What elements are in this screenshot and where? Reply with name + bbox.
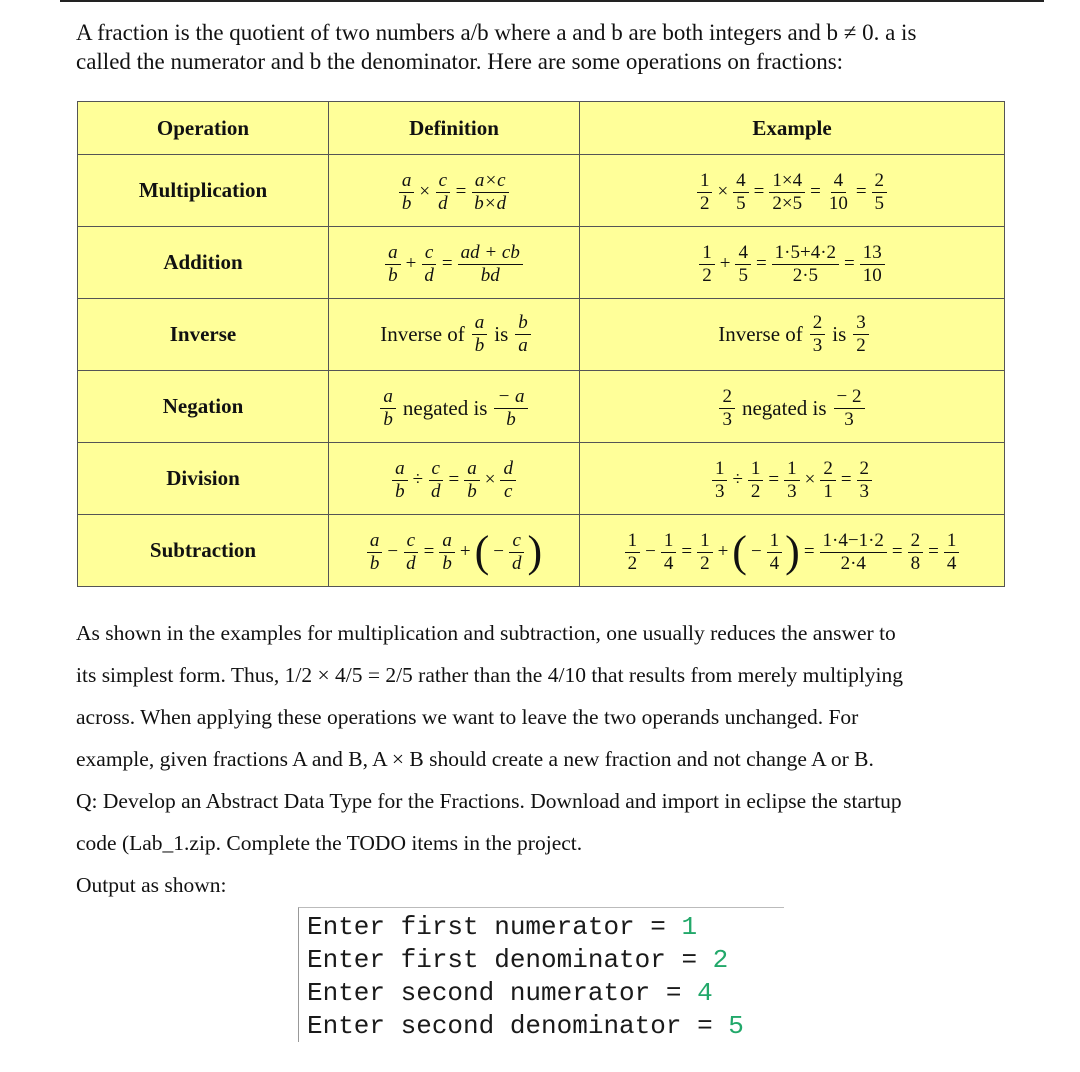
inverse-example-text: Inverse of [718, 322, 803, 346]
operations-table [77, 101, 1005, 587]
inverse-def-text: Inverse of [380, 322, 465, 346]
definition-formula: Inverse of a b is b a [329, 299, 580, 371]
paragraph-line: code (Lab_1.zip. Complete the TODO items in the project. [76, 831, 583, 855]
paragraph-line: Output as shown: [76, 873, 227, 897]
example-formula: 1 2 + $\frac{4}{5}$ = $\frac{1\cdot 5+4\cdot 2}{2\cdot 5}$ = $\frac{13}{10}$ [580, 227, 1005, 299]
definition-formula: a b − $\frac{c}{d}$ = $\frac{a}{b}$ + ( − $\frac{c}{d}$ ) [329, 515, 580, 587]
operation-name: Negation [78, 371, 329, 443]
console-prompt: Enter first numerator [307, 912, 635, 942]
console-prompt: Enter second denominator [307, 1011, 682, 1041]
example-formula: 2 3 negated is − 2 3 [580, 371, 1005, 443]
table-row-multiplication [78, 155, 1005, 227]
definition-formula: a b + $\frac{c}{d}$ = $\frac{ad + cb}{bd}$ [329, 227, 580, 299]
paragraph-line: across. When applying these operations we want to leave the two operands unchanged. For [76, 705, 859, 729]
intro-text [76, 18, 1016, 76]
example-formula: $\frac{1}{2}$ × $\frac{4}{5}$ = $\frac{1\times 4}{2\times 5}$ = $\frac{4}{10}$ = $\frac{2}{5}$ [580, 155, 1005, 227]
console-line: Enter first numerator = 1 [307, 912, 698, 942]
intro-line: called the numerator and b the denominator. Here are some operations on fractions: [76, 49, 844, 74]
paragraph-line: As shown in the examples for multiplication and subtraction, one usually reduces the answer to [76, 621, 896, 645]
example-formula: 1 2 − $\frac{1}{4}$ = $\frac{1}{2}$ + ( − $\frac{1}{4}$ ) = $\frac{1\cdot 4-1\cdot 2}{2\cdot 4}$ = $\frac{2}{8}$ = $\frac{1}{4}$ [580, 515, 1005, 587]
negation-def-text: negated is [402, 395, 488, 420]
definition-formula: $\frac{a}{b}$ ÷ $\frac{c}{d}$ = $\frac{a}{b}$ × $\frac{d}{c}$ [329, 443, 580, 515]
table-row-inverse [78, 299, 1005, 371]
inverse-def-text: is [494, 322, 509, 346]
console-line: Enter second numerator = 4 [307, 978, 713, 1008]
console-value: 1 [681, 912, 698, 942]
console-prompt: Enter first denominator [307, 945, 666, 975]
table-row-addition [78, 227, 1005, 299]
operation-name: Addition [78, 227, 329, 299]
table-row-division [78, 443, 1005, 515]
console-line: Enter first denominator = 2 [307, 945, 729, 975]
operation-name: Multiplication [78, 155, 329, 227]
console-value: 4 [697, 978, 713, 1008]
table-row-subtraction [78, 515, 1005, 587]
operation-name: Subtraction [78, 515, 329, 587]
header-example: Example [580, 102, 1005, 155]
paragraph-line: example, given fractions A and B, A × B should create a new fraction and not change A or B. [76, 747, 874, 771]
header-operation: Operation [78, 102, 329, 155]
operation-name: Inverse [78, 299, 329, 371]
console-line: Enter second denominator = 5 [307, 1011, 744, 1041]
console-value: 5 [728, 1011, 744, 1041]
table-header-row [78, 102, 1005, 155]
example-formula: $\frac{1}{3}$ ÷ $\frac{1}{2}$ = $\frac{1}{3}$ × $\frac{2}{1}$ = $\frac{2}{3}$ [580, 443, 1005, 515]
intro-line: A fraction is the quotient of two numbers a/b where a and b are both integers and b ≠ 0. a is [76, 20, 917, 45]
explanation-paragraph [76, 612, 1008, 906]
definition-formula: a b negated is − a b [329, 371, 580, 443]
console-value: 2 [712, 945, 729, 975]
top-rule [60, 0, 1044, 2]
definition-formula: $\frac{a}{b}$ × $\frac{c}{d}$ = $\frac{a\times c}{b\times d}$ [329, 155, 580, 227]
console-prompt: Enter second numerator [307, 978, 651, 1008]
inverse-example-text: is [832, 322, 847, 346]
table-row-negation [78, 371, 1005, 443]
header-definition: Definition [329, 102, 580, 155]
example-formula: Inverse of 2 3 is 3 2 [580, 299, 1005, 371]
operation-name: Division [78, 443, 329, 515]
paragraph-line: Q: Develop an Abstract Data Type for the Fractions. Download and import in eclipse the startup [76, 789, 902, 813]
console-output [298, 907, 784, 1042]
negation-example-text: negated is [741, 395, 827, 420]
paragraph-line: its simplest form. Thus, 1/2 × 4/5 = 2/5 rather than the 4/10 that results from merely multiplying [76, 663, 904, 687]
